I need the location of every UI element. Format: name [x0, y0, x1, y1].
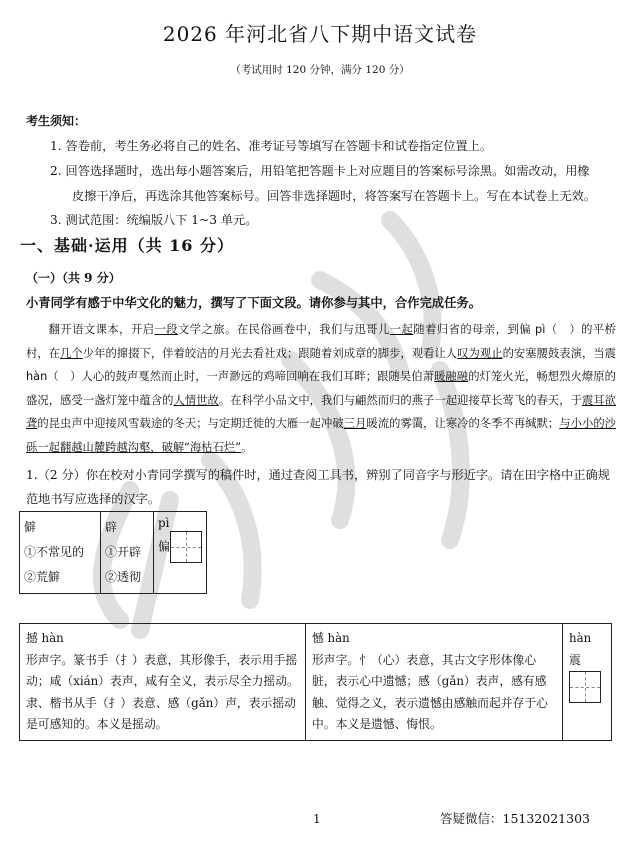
notice-heading: 考生须知：: [26, 114, 87, 128]
notice-item-3: 3. 测试范围：统编版八下 1~3 单元。: [50, 213, 258, 227]
char-table-han: [19, 623, 612, 741]
notice-item-1: 1. 答卷前，考生务必将自己的姓名、准考证号等填写在答题卡和试卷指定位置上。: [50, 139, 493, 153]
tian-grid-pi[interactable]: [170, 531, 202, 563]
page-number: 1: [313, 812, 321, 826]
han-option-1: 撼 hàn 形声字。篆书手（扌）表意，其形像手，表示用手摇动；咸（xián）表声，咸有全义，表示尽全力摇动。隶、楷书从手（扌）表意、感（gǎn）声，表示摇动是可感知的。本义是摇动。: [20, 624, 306, 741]
task-prompt: 小青同学有感于中华文化的魅力，撰写了下面文段。请你参与其中，合作完成任务。: [26, 295, 481, 310]
han-answer-cell: hàn 震: [563, 624, 612, 741]
page-title: 2026 年河北省八下期中语文试卷: [162, 22, 478, 46]
subsection-title: （一）（共 9 分）: [26, 271, 121, 285]
wechat-contact: 答疑微信：15132021303: [440, 811, 590, 826]
tian-grid-han[interactable]: [569, 671, 601, 703]
pi-option-2: 辟 ①开辟 ②透彻: [101, 512, 154, 594]
passage: 翻开语文课本，开启一段文学之旅。在民俗画卷中，我们与迅哥儿一起随着归省的母亲，到偏 pì（ ）的平桥村，在几个少年的撺掇下，伴着皎洁的月光去看社戏；跟随着刘成章的脚步，观看让人叹为观止的安塞腰鼓表演，当震 hàn（ ）人心的鼓声戛然而止时，一声渺远的鸡啼回响在我们耳畔；跟随吴伯萧暖融融的灯笼火光，畅想烈火燎原的盛况，感受一盏灯笼中蕴含的人情世故。在科学小品文中，我们与翩然而归的燕子一起迎接草长莺飞的春天，于震耳欲聋的昆虫声中迎接风雪载途的冬天；与定期迁徙的大雁一起冲破三月暖流的雾霭，让寒冷的冬季不再缄默；与小小的沙砾一起翻越山麓跨越沟壑，破解“海枯石烂”。: [26, 323, 616, 454]
pi-option-1: 僻 ①不常见的 ②荒僻: [20, 512, 101, 594]
han-option-2: 憾 hàn 形声字。忄（心）表意，其古文字形体像心脏，表示心中遗憾；感（gǎn）表声，感有感触、觉得之义，表示遗憾由感触而起并存于心中。本义是遗憾、悔恨。: [306, 624, 563, 741]
exam-subtitle: （考试用时 120 分钟，满分 120 分）: [230, 64, 410, 76]
char-table-pi: [19, 511, 207, 594]
notice-item-2-cont: 皮擦干净后，再选涂其他答案标号。回答非选择题时，将答案写在答题卡上。写在本试卷上无效。: [72, 189, 597, 203]
section-title: 一、基础·运用（共 16 分）: [20, 236, 234, 255]
question-1: 1.（2 分）你在校对小青同学撰写的稿件时，通过查阅工具书，辨别了同音字与形近字。请在田字格中正确规范地书写应选择的汉字。: [26, 468, 610, 506]
pi-answer-cell: pì 偏: [154, 512, 207, 594]
notice-item-2: 2. 回答选择题时，选出每小题答案后，用铅笔把答题卡上对应题目的答案标号涂黑。如需改动，用橡: [50, 164, 590, 178]
